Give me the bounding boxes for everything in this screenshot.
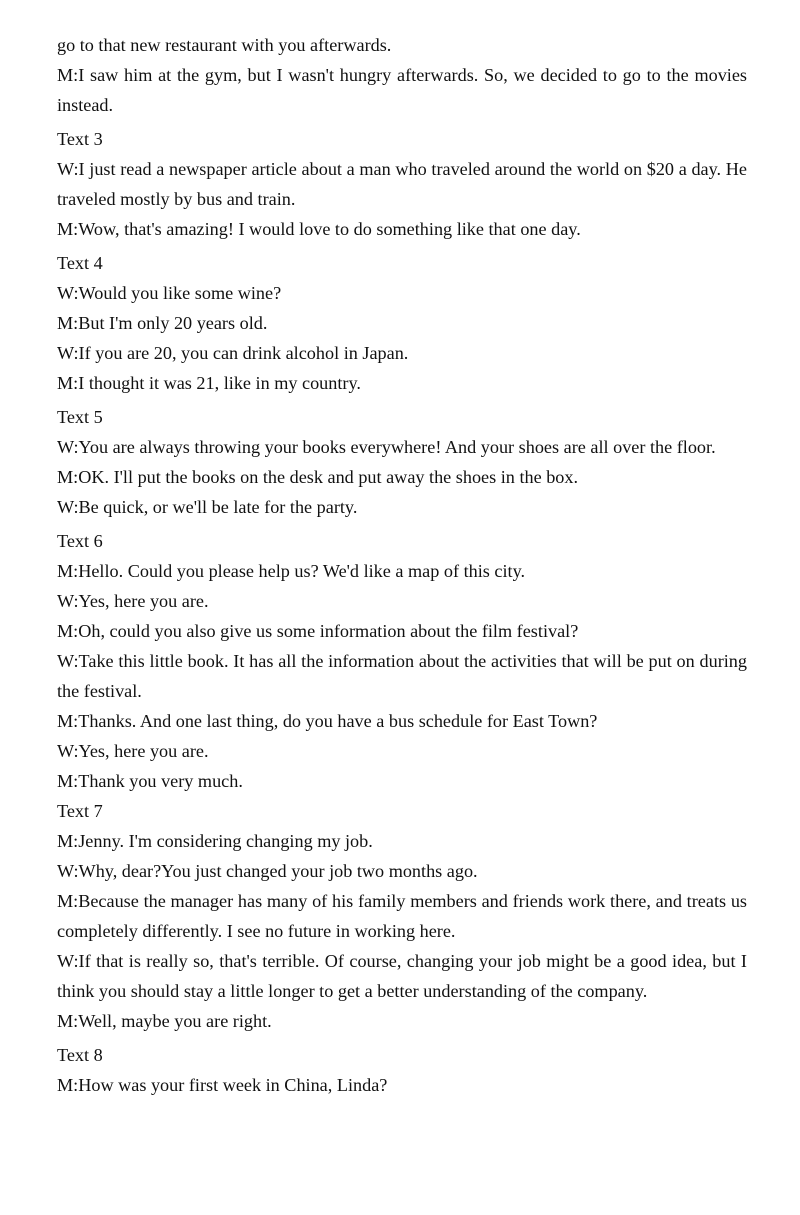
section-heading: Text 5 <box>57 407 103 427</box>
section-heading: Text 4 <box>57 253 103 273</box>
dialogue-line: M:Because the manager has many of his family members and friends work there, and treats us completely differently. I see no future in working here. <box>57 891 747 941</box>
dialogue-line: W:Why, dear?You just changed your job two months ago. <box>57 861 478 881</box>
dialogue-line: M:I thought it was 21, like in my country. <box>57 373 361 393</box>
dialogue-line: M:Wow, that's amazing! I would love to do something like that one day. <box>57 219 581 239</box>
dialogue-line: M:Well, maybe you are right. <box>57 1011 272 1031</box>
dialogue-line: M:But I'm only 20 years old. <box>57 313 268 333</box>
dialogue-line: W:Yes, here you are. <box>57 741 209 761</box>
dialogue-line: M:Thank you very much. <box>57 771 243 791</box>
dialogue-line: W:Yes, here you are. <box>57 591 209 611</box>
dialogue-line: W:If that is really so, that's terrible. Of course, changing your job might be a good idea, but I think you should stay a little longer to get a better understanding of the company. <box>57 951 747 1001</box>
dialogue-line: M:How was your first week in China, Linda? <box>57 1075 388 1095</box>
dialogue-line: W:You are always throwing your books everywhere! And your shoes are all over the floor. <box>57 437 716 457</box>
dialogue-line: go to that new restaurant with you afterwards. <box>57 35 392 55</box>
dialogue-line: M:Oh, could you also give us some information about the film festival? <box>57 621 579 641</box>
dialogue-line: W:I just read a newspaper article about a man who traveled around the world on $20 a day. He traveled mostly by bus and train. <box>57 159 747 209</box>
section-heading: Text 8 <box>57 1045 103 1065</box>
dialogue-line: M:I saw him at the gym, but I wasn't hungry afterwards. So, we decided to go to the movies instead. <box>57 65 747 115</box>
dialogue-line: M:OK. I'll put the books on the desk and put away the shoes in the box. <box>57 467 579 487</box>
dialogue-line: W:If you are 20, you can drink alcohol in Japan. <box>57 343 409 363</box>
dialogue-line: W:Would you like some wine? <box>57 283 282 303</box>
dialogue-line: M:Thanks. And one last thing, do you have a bus schedule for East Town? <box>57 711 598 731</box>
dialogue-line: W:Be quick, or we'll be late for the party. <box>57 497 358 517</box>
dialogue-line: W:Take this little book. It has all the information about the activities that will be put on during the festival. <box>57 651 747 701</box>
section-heading: Text 3 <box>57 129 103 149</box>
dialogue-line: M:Hello. Could you please help us? We'd like a map of this city. <box>57 561 526 581</box>
dialogue-line: M:Jenny. I'm considering changing my job. <box>57 831 373 851</box>
document-page <box>57 30 747 1100</box>
section-heading: Text 6 <box>57 531 103 551</box>
section-heading: Text 7 <box>57 801 103 821</box>
